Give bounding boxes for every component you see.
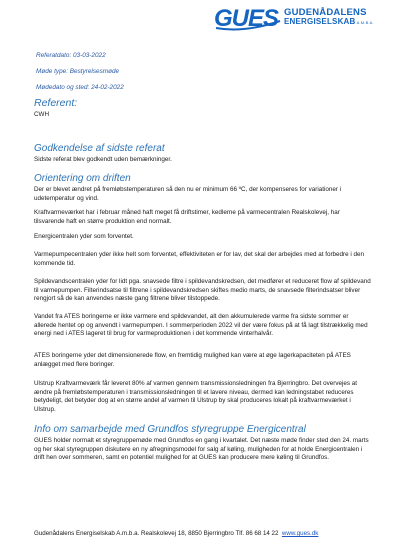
meta-referatdato-label: Referatdato: [36, 52, 72, 59]
meta-mode-dato-value: 24-02-2022 [91, 84, 124, 91]
logo-mark: GUES [214, 5, 279, 32]
orientering-p8: Ulstrup Kraftvarmeværk får leveret 80% af varmen gennem transmissionsledningen fra Bjerringbro. Det overvejes at ændre på fremløbstemperaturen i transmissionsledningen til et lavere niveau, dermed kan ledningstabet reduceres betydeligt, det betyder dog at en større andel af varmen til Ulstrup by skal produceres lokalt på kraftvarmeværket i Ulstrup. [34, 380, 358, 413]
orientering-p5: Spildevandscentralen yder for lidt pga. snavsede filtre i spildevandskredsen, det medfører et reduceret flow af spildevand til varmepumpen. Filterindsatse til filtrene i spildevandskredsen skiftes medio marts, de snavsede filterindsatser bliver rengjort så de kan anvendes næste gang filtrene bliver tilstoppede. [34, 278, 371, 303]
logo-line2-text: ENERGISELSKAB [284, 17, 356, 26]
logo-line2-suffix: A.M.B.A [356, 20, 373, 25]
meta-referatdato [36, 52, 106, 60]
logo-line2 [284, 17, 373, 27]
meta-mode-type-label: Møde type: [36, 68, 68, 75]
godkendelse-heading: Godkendelse af sidste referat [34, 143, 165, 154]
footer-address: Gudenådalens Energiselskab A.m.b.a. Realskolevej 18, 8850 Bjerringbro Tlf. 86 68 14 22 [34, 530, 279, 537]
referent-heading: Referent: [34, 97, 78, 109]
samarbejde-heading: Info om samarbejde med Grundfos styregruppe Energicentral [34, 424, 306, 435]
page-footer [34, 530, 318, 537]
orientering-p7: ATES boringerne yder det dimensionerede flow, en fremtidig mulighed kan være at øge lagerkapaciteten på ATES anlægget med flere boringer. [34, 352, 351, 368]
meta-mode-type [36, 68, 119, 76]
orientering-p6: Vandet fra ATES boringerne er ikke varmere end spildevandet, alt den akkumulerede varme fra sidste sommer er allerede hentet op og anvendt i varmepumpen. I sommerperioden 2022 vil der være fokus på at få lagt tilstrækkelig med energi ned i ATES lageret til brug for varmeproduktionen i det kommende vinterhalvår. [34, 313, 368, 338]
meta-mode-dato [36, 84, 124, 92]
orientering-p4: Varmepumpecentralen yder ikke helt som forventet, effektiviteten er for lav, det skal der arbejdes med at forbedre i den kommende tid. [34, 251, 365, 267]
orientering-p2: Kraftvarmeværket har i februar måned haft meget få driftstimer, kedlerne på varmecentralen Realskolevej, har tilsvarende haft en større produktion end normalt. [34, 209, 340, 225]
godkendelse-text: Sidste referat blev godkendt uden bemærkninger. [34, 156, 172, 163]
referent-name: CWH [34, 111, 50, 118]
footer-website-link[interactable]: www.gues.dk [281, 530, 319, 537]
samarbejde-text: GUES holder normalt et styregruppemøde med Grundfos en gang i kvartalet. Det næste møde finder sted den 24. marts og her skal styregruppen diskutere en ny afregningsmodel for salg af køling, muligheden for at holde Energicentralen i drift hen over sommeren, samt en potentiel mulighed for at GUES kan producere mere køling til Grundfos. [34, 437, 369, 462]
meta-mode-dato-label: Mødedato og sted: [36, 84, 90, 91]
orientering-p1: Der er blevet ændret på fremløbstemperaturen så den nu er minimum 66 ºC, der kompenseres for variationer i udetemperatur og vind. [34, 186, 342, 202]
company-logo [214, 6, 394, 32]
meta-referatdato-value: 03-03-2022 [72, 52, 106, 59]
orientering-heading: Orientering om driften [34, 173, 131, 184]
logo-wordmark [284, 8, 373, 27]
orientering-p3: Energicentralen yder som forventet. [34, 233, 134, 240]
meta-mode-type-value: Bestyrelsesmøde [69, 68, 120, 75]
logo-line1: GUDENÅDALENS [284, 7, 367, 18]
